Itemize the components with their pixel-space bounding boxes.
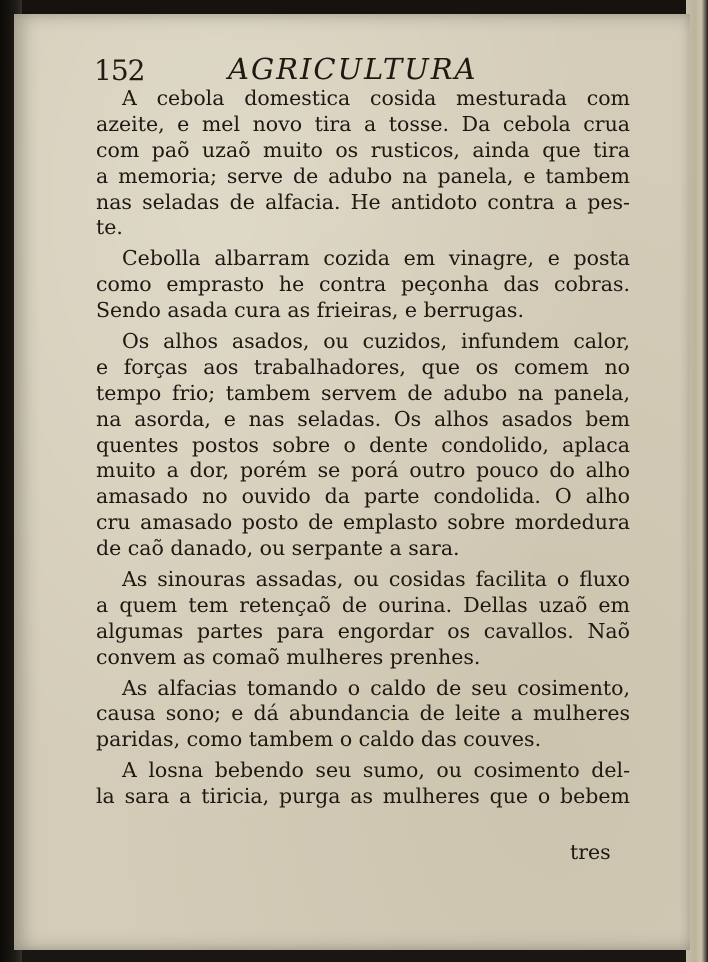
text-line: la sara a tiricia, purga as mulheres que o bebem xyxy=(96,784,630,809)
text-line: na asorda, e nas seladas. Os alhos asados bem xyxy=(96,406,630,431)
text-line: Os alhos asados, ou cuzidos, infundem calor, xyxy=(122,329,630,354)
text-line: Sendo asada cura as frieiras, e berrugas. xyxy=(96,298,524,323)
text-line: As alfacias tomando o caldo de seu cosimento, xyxy=(122,675,630,700)
text-line: A losna bebendo seu sumo, ou cosimento del- xyxy=(122,758,630,783)
text-line: algumas partes para engordar os cavallos. Naõ xyxy=(96,618,630,643)
text-line: a memoria; serve de adubo na panela, e tambem xyxy=(96,163,630,188)
text-line: amasado no ouvido da parte condolida. O alho xyxy=(96,484,630,509)
text-line: de caõ danado, ou serpante a sara. xyxy=(96,536,460,561)
text-line: causa sono; e dá abundancia de leite a mulheres xyxy=(96,701,630,726)
text-line: A cebola domestica cosida mesturada com xyxy=(122,86,630,110)
body-text xyxy=(96,86,630,810)
text-line: cru amasado posto de emplasto sobre mordedura xyxy=(96,510,630,535)
text-line: Cebolla albarram cozida em vinagre, e posta xyxy=(122,246,630,271)
page-number: 152 xyxy=(94,54,145,87)
catchword: tres xyxy=(570,840,611,864)
text-line: com paõ uzaõ muito os rusticos, ainda que tira xyxy=(96,137,630,162)
text-line: paridas, como tambem o caldo das couves. xyxy=(96,727,542,752)
text-line: convem as comaõ mulheres prenhes. xyxy=(96,644,481,669)
text-line: tempo frio; tambem servem de adubo na panela, xyxy=(96,380,630,405)
text-line: como emprasto he contra peçonha das cobras. xyxy=(96,272,630,297)
text-line: te. xyxy=(96,215,123,240)
text-line: nas seladas de alfacia. He antidoto contra a pes- xyxy=(96,189,630,214)
text-line: muito a dor, porém se porá outro pouco do alho xyxy=(96,458,630,483)
text-line: azeite, e mel novo tira a tosse. Da cebola crua xyxy=(96,111,630,136)
text-line: a quem tem retençaõ de ourina. Dellas uzaõ em xyxy=(96,592,630,617)
text-line: e forças aos trabalhadores, que os comem no xyxy=(96,354,630,379)
text-line: quentes postos sobre o dente condolido, aplaca xyxy=(96,432,630,457)
text-line: As sinouras assadas, ou cosidas facilita o fluxo xyxy=(122,567,630,592)
page-header xyxy=(94,50,634,90)
running-head: AGRICULTURA xyxy=(228,52,478,86)
